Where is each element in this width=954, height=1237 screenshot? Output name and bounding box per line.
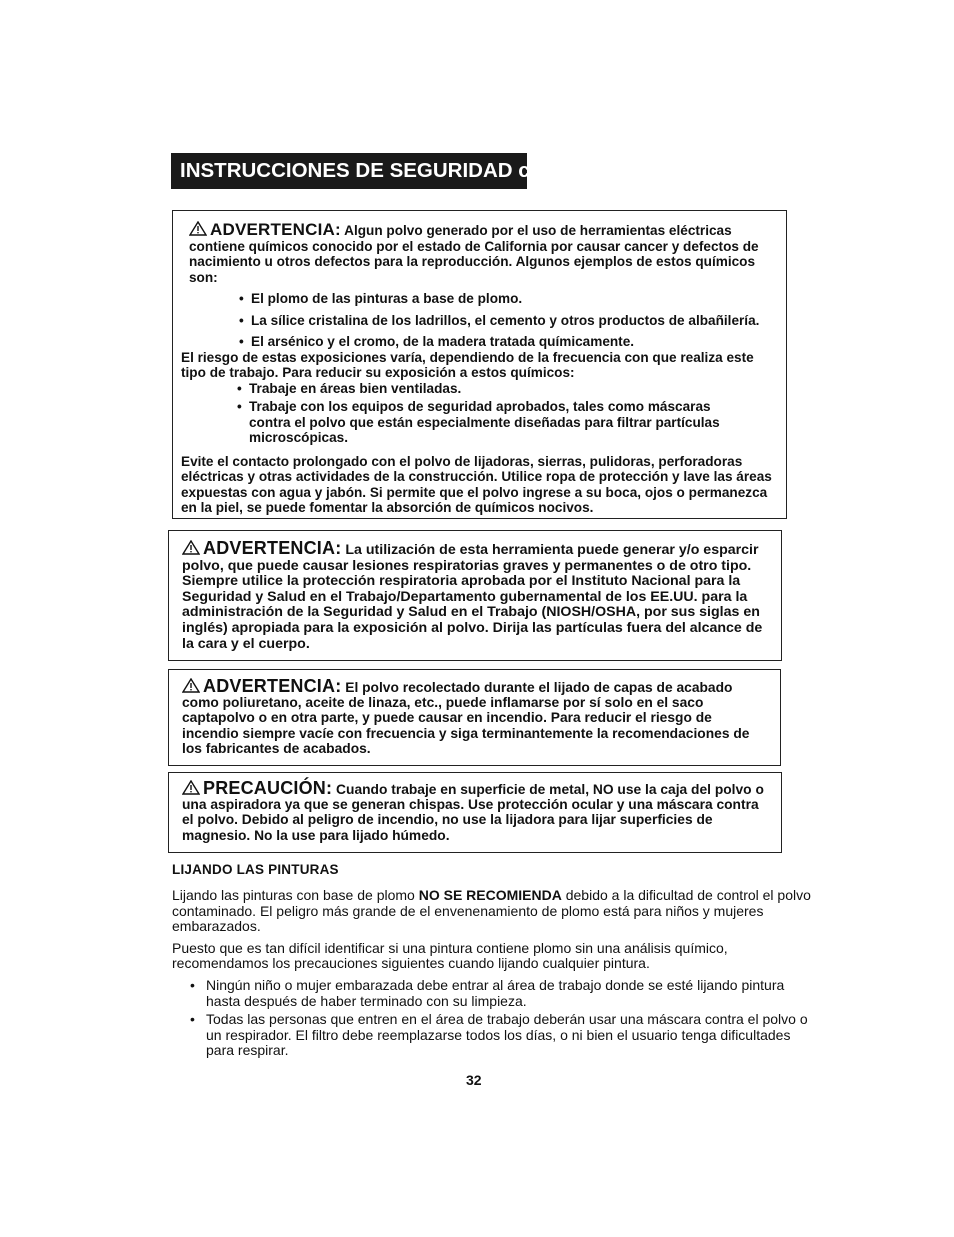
paragraph-precautions: Puesto que es tan difícil identificar si una pintura contiene plomo sin una análisis químico, recomendamos los precauciones siguientes cuando lijando cualquier pintura. xyxy=(172,939,728,972)
caution-box-metal xyxy=(168,772,782,853)
avoid-contact-text: Evite el contacto prolongado con el polvo de lijadoras, sierras, pulidoras, perforadoras eléctricas y otras actividades de la construcción. Utilice ropa de protección y lave las áreas expuestas con agua y jabón. Si permite que el polvo ingrese a su boca, ojos o permanezca en la piel, se puede fomentar la absorción de químicos nocivos. xyxy=(181,453,772,515)
list-item: • La sílice cristalina de los ladrillos, el cemento y otros productos de albañilería. xyxy=(239,313,776,329)
warning-triangle-icon xyxy=(182,678,200,693)
warning-label: ADVERTENCIA: xyxy=(203,538,342,558)
section-header xyxy=(171,153,568,189)
section-body xyxy=(172,888,812,1062)
warning-triangle-icon xyxy=(189,221,207,236)
measures-list xyxy=(181,381,776,446)
emphasis-text: NO SE RECOMIENDA xyxy=(418,887,562,903)
paragraph-text: debido a la dificultad de control el polvo contaminado. El peligro más grande de el envenenamiento de plomo está para niños y mujeres embarazados. xyxy=(172,887,811,935)
caution-text: Cuando trabaje en superficie de metal, NO use la caja del polvo o una aspiradora ya que se generan chispas. Use protección ocular y una máscara contra el polvo. Debido al peligro de incendio, no use la lijadora para lijar superficies de magnesio. No la use para lijado húmedo. xyxy=(182,782,764,843)
warning-label: ADVERTENCIA: xyxy=(210,220,341,239)
list-item: • Todas las personas que entren en el área de trabajo deberán usar una máscara contra el polvo o un respirador. El filtro debe reemplazarse todos los días, o ni bien el usuario tenga dificultades para respirar. xyxy=(172,1012,812,1059)
paragraph-text: Lijando las pinturas con base de plomo xyxy=(172,887,419,903)
warning-text: La utilización de esta herramienta puede generar y/o esparcir polvo, que puede causar lesiones respiratorias graves y permanentes o de otro tipo. Siempre utilice la protección respiratoria aprobada por el Instituto Nacional para la Seguridad y Salud en el Trabajo/Departamento gubernamental de los EE.UU. para la administración de la Seguridad y Salud en el Trabajo (NIOSH/OSHA, por sus siglas en inglés) apropiada para la exposición al polvo. Dirija las partículas fuera del alcance de la cara y el cuerpo. xyxy=(182,542,763,652)
warning-text: El polvo recolectado durante el lijado de capas de acabado como poliuretano, aceite de linaza, etc., puede inflamarse por sí solo en el saco captapolvo o en otra parte, y puede causar en incendio. Para reducir el riesgo de incendio siempre vacíe con frecuencia y siga terminantemente la recomendaciones de los fabricantes de acabados. xyxy=(182,680,750,756)
warning-label: ADVERTENCIA: xyxy=(203,676,342,696)
chemicals-list xyxy=(181,291,776,350)
list-item: • Ningún niño o mujer embarazada debe entrar al área de trabajo donde se esté lijando pintura hasta después de haber terminado con su limpieza. xyxy=(172,978,812,1009)
section-title: LIJANDO LAS PINTURAS xyxy=(172,862,339,877)
caution-label: PRECAUCIÓN: xyxy=(203,778,333,798)
exposure-risk-text: El riesgo de estas exposiciones varía, dependiendo de la frecuencia con que realiza este tipo de trabajo. Para reducir su exposición a estos químicos: xyxy=(181,349,754,380)
warning-box-respiratory xyxy=(168,530,782,661)
page-number: 32 xyxy=(466,1072,482,1088)
paragraph-lead-paint xyxy=(172,888,812,935)
warning-intro: Algun polvo generado por el uso de herramientas eléctricas contiene químicos conocido por el estado de California por causar cancer y defectos de nacimiento u otros defectos para la reproducción. Algunos ejemplos de estos químicos son: xyxy=(189,223,759,285)
list-item: • El arsénico y el cromo, de la madera tratada químicamente. xyxy=(239,334,776,350)
warning-box-fire xyxy=(168,669,781,766)
warning-box-california xyxy=(172,210,787,519)
list-item: • Trabaje con los equipos de seguridad aprobados, tales como máscaras contra el polvo que están especialmente diseñadas para filtrar partículas microscópicas. xyxy=(237,399,776,446)
list-item: • El plomo de las pinturas a base de plomo. xyxy=(239,291,776,307)
warning-triangle-icon xyxy=(182,780,200,795)
warning-triangle-icon xyxy=(182,540,200,555)
list-item: • Trabaje en áreas bien ventiladas. xyxy=(237,381,776,397)
precautions-list xyxy=(172,978,812,1059)
section-header-title: INSTRUCCIONES DE SEGURIDAD cont. xyxy=(180,159,568,182)
